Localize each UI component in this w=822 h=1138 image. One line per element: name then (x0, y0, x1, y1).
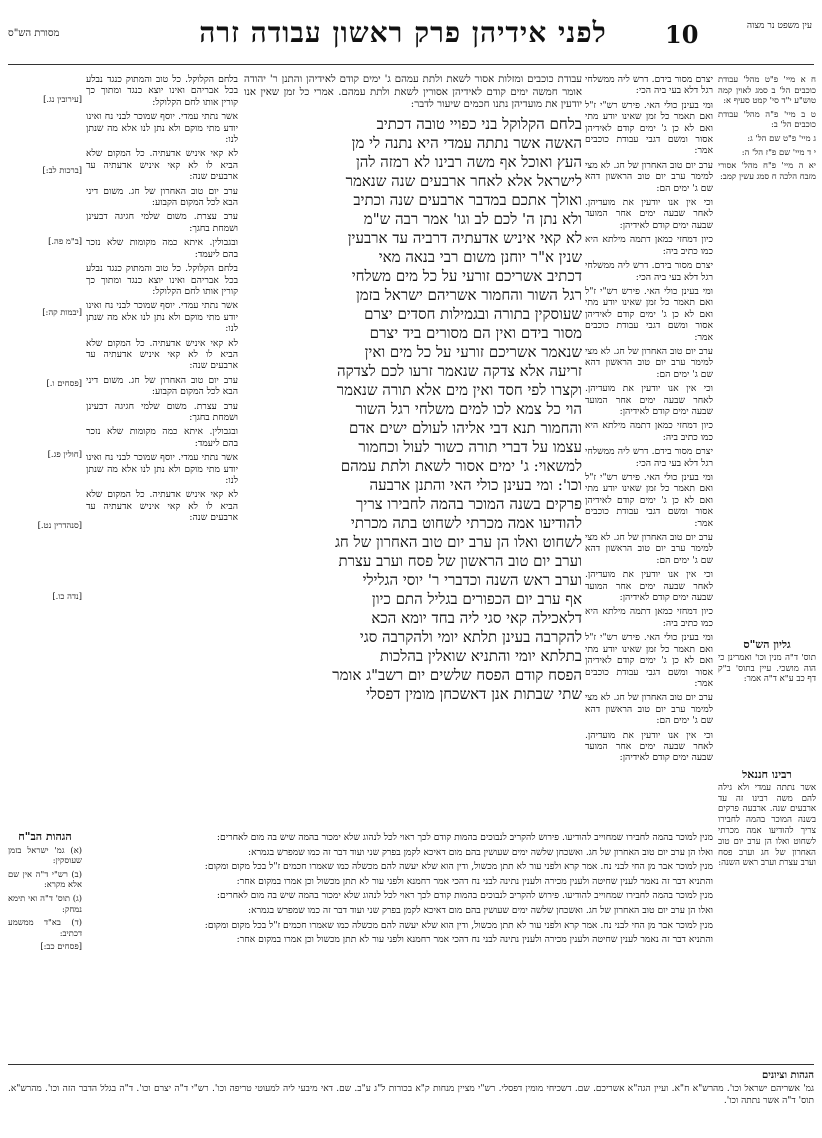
mesorat-ref: [סנהדרין נט.] (37, 520, 82, 530)
gemara-line: האשה אשר נתתה עמדי היא נתנה לי מן (351, 133, 582, 152)
lower-entry: מנין למוכר אבר מן החי לבני נח. אמר קרא ולפני עור לא תתן מכשול, ודין הוא שלא יעשה להם מכשלה כמו שאמרו חכמים ז"ל בכל מקום ומקום: (204, 919, 713, 931)
ein-mishpat-column (718, 74, 816, 634)
rashi-entry: ומי בעינן כולי האי. פירש רש"י ז"ל ואם תאמר כל זמן שאינו יודע מתי ואם לא כן ג' ימים קודם לאידיהן אסור ומשם דגבי עבודת כוכבים אמר: (585, 99, 713, 157)
gemara-line: אף ערב יום הכפורים בגליל התם כיון (371, 589, 582, 608)
lower-entry: ואלו הן ערב יום טוב האחרון של חג. ואשכחן שלשה ימים שעושין בהם מום דאיכא לקמן בפרק שני ועוד דבר זה כמו שמפרש בגמרא: (248, 846, 713, 858)
gemara-line: העץ ואוכל אף משה רבינו לא רמזה להן (355, 152, 582, 171)
mesorat-ref: [נדה כו.] (52, 591, 82, 601)
mesorat-hashas-column (8, 74, 82, 824)
mesorat-ref: [ברכות לב:] (42, 165, 82, 175)
rashi-entry: ערב יום טוב האחרון של חג. לא מצי למימר ערב יום טוב הראשון דהא שם ג' ימים הם: (585, 532, 713, 566)
gemara-line: רגל השור והחמור אשריהם ישראל בזמן (355, 285, 582, 304)
hagahot-title: הגהות הב"ח (18, 832, 72, 843)
gemara-line: וערב ראש השנה וכדברי ר' יוסי הגלילי (362, 570, 582, 589)
lower-entry: והתניא דבר זה נאמר לענין שחיטה ולענין מכירה ולענין נתינה לבני נח דהכי אמר רחמנא ולפני עור לא תתן מכשול וכן אמרו במקום אחר: (236, 934, 713, 946)
tosafot-entry: לא קאי איניש אדעתיה. כל המקום שלא הביא לו לא קאי איניש אדעתיה עד ארבעים שנה: (86, 489, 238, 524)
gemara-line: זריעה אלא צדקה שנאמר זרעו לכם לצדקה (336, 361, 582, 380)
gemara-line: בתלתא יומי והתניא שואלין בהלכות (379, 646, 582, 665)
tosafot-commentary (86, 74, 238, 764)
gemara-line: ואולך אתכם במדבר ארבעים שנה וכתיב (353, 190, 582, 209)
hagahot-entry: (ג) תוס' ד"ה ואי תימא נמחק: (8, 892, 82, 914)
gemara-line: שעוסקין בתורה ובגמילות חסדים יצרם (364, 304, 582, 323)
gemara-line: שנין א"ר יוחנן משום רבי בנאה מאי (378, 247, 582, 266)
tosafot-entry: אשר נתתי עמדי. יוסף שמוכר לבני נח ואינו יודע מתי מוקם ולא נתן לנו אלא מה שנתן לנו: (86, 300, 238, 335)
gilyon-text: תוס' ד"ה מנין וכו' ואמרינן כי הוה מושכי. עיין בתוס' ב"ק דף כב ע"א ד"ה אמר: (718, 652, 816, 685)
page-number: 10 (665, 20, 699, 49)
lower-entry: מנין למוכר אבר מן החי לבני נח. אמר קרא ולפני עור לא תתן מכשול, ודין הוא שלא יעשה להם מכשלה כמו שאמרו חכמים ז"ל בכל מקום ומקום: (204, 861, 713, 873)
mesorat-ref: [יבמות קה:] (42, 307, 82, 317)
bottom-section-title: הגהות וציונים (761, 1070, 814, 1081)
tosafot-entry: אשר נתתי עמדי. יוסף שמוכר לבני נח ואינו יודע מתי מוקם ולא נתן לנו אלא מה שנתן לנו: (86, 111, 238, 146)
gemara-line: לישראל אלא לאחר ארבעים שנה שנאמר (345, 171, 582, 190)
ein-mishpat-label: עין משפט נר מצוה (746, 21, 812, 31)
rashi-entry: ומי בעינן כולי האי. פירש רש"י ז"ל ואם תאמר כל זמן שאינו יודע מתי ואם לא כן ג' ימים קודם לאידיהן אסור ומשם דגבי עבודת כוכבים אמר: (585, 472, 713, 529)
gemara-line: שתי שבתות אנן דאשכחן מומין דפסלי (365, 684, 582, 703)
ein-mishpat-entry: ט ב מיי' פ"ה מהל' עבודת כוכבים הל' ב: (718, 108, 816, 130)
gemara-line: דלאכילה קאי סגי ליה בחד יומא הכא (371, 608, 582, 627)
mesorat-ref: [ב"מ פה.] (48, 236, 82, 246)
gemara-line: בלחם הקלוקל בני כפויי טובה דכתיב (376, 114, 582, 133)
gemara-line: להודיעו אמה מכרתי לשחוט בתה מכרתי (350, 513, 582, 532)
header-rule (8, 64, 814, 65)
gemara-line: וקצרו לפי חסד ואין מים אלא תורה שנאמר (336, 380, 582, 399)
ein-mishpat-entry: י ד מיי' שם פ"ז הל' ה: (741, 146, 816, 157)
gemara-intro-text: עבודת כוכבים ומזלות אסור לשאת ולתת עמהם ג' ימים קודם לאידיהן והתנן ר' יהודה אומר חמשה ימים קודם לאידיהן אסורין לשאת ולתת עמהם. אמרי כל זמן שאין אנו יודעין את מועדיהן נתנו חכמים שיעור לדבר: (244, 74, 582, 111)
gemara-line: שנאמר אשריכם זורעי על כל מים ואין (364, 342, 582, 361)
gemara-line: הפסח קודם הפסח שלשים יום רשב"ג אומר (332, 665, 582, 684)
tosafot-entry: לא קאי איניש אדעתיה. כל המקום שלא הביא לו לא קאי איניש אדעתיה עד ארבעים שנה: (86, 148, 238, 183)
rashi-entry: ערב יום טוב האחרון של חג. לא מצי למימר ערב יום טוב הראשון דהא שם ג' ימים הם: (585, 159, 713, 194)
tosafot-entry: ובגבולין. איתא כמה מקומות שלא נזכר בהם ליעמד: (86, 237, 238, 260)
gemara-line: מסור בידם ואין הם מסורים ביד יצרם (369, 323, 582, 342)
rashi-entry: יצרם מסור בידם. דרש ליה ממשלחי רגל דלא בעי ביה הכי: (585, 260, 713, 283)
mesorat-ref: [עירובין נג.] (43, 94, 82, 104)
rashi-entry: ערב יום טוב האחרון של חג. לא מצי למימר ערב יום טוב הראשון דהא שם ג' ימים הם: (585, 345, 713, 380)
gemara-line: דכתיב אשריכם זורעי על כל מים משלחי (351, 266, 582, 285)
rabbeinu-chananel (718, 770, 816, 1070)
mesorat-ref: [פסחים כב:] (40, 941, 82, 952)
rashi-entry: ערב יום טוב האחרון של חג. לא מצי למימר ערב יום טוב הראשון דהא שם ג' ימים הם: (585, 692, 713, 727)
tosafot-entry: בלחם הקלוקל. כל טוב והמתוק כנגד נבלע בכל אבריהם ואינו יוצא כנגד ומתוך כך קורין אותו לחם הקלוקל: (86, 263, 238, 297)
gemara-line: לא קאי איניש אדעתיה דרביה עד ארבעין (347, 228, 582, 247)
rashi-entry: כיון דמחזי כמאן דתמה מילתא היא כמו כתיב ביה: (585, 234, 713, 257)
rashi-entry: וכי אין אנו יודעין את מועדיהן. לאחר שבעה ימים אחר המועד שבעה ימים קודם לאידיהן: (585, 197, 713, 231)
mesorat-ref: [פסחים ו.] (46, 378, 82, 388)
chananel-title: רבינו חננאל (742, 770, 792, 781)
hagahot-habach (8, 832, 82, 1028)
gemara-column (244, 74, 582, 834)
mesorat-hashas-label: מסורת הש"ס (8, 28, 60, 39)
mesorat-ref: [חולין פג.] (47, 449, 82, 459)
hagahot-vetziyunim: גמ' אשריהם ישראל וכו'. מהרש"א ח"א. ועיין הגה"א אשריכם. שם. דשכיחי מומין דפסלי. רש"י מציין מנחות ק"א בכורות ל"ג ע"ב. שם. דאי מיבעי ליה למעוטי טריפה וכו'. רש"י ד"ה יצרם וכו'. ד"ה בגלל הדבר הזה וכו'. מהרש"א. תוס' ד"ה אשר נתתה וכו'. (8, 1084, 814, 1106)
rashi-entry: וכי אין אנו יודעין את מועדיהן. לאחר שבעה ימים אחר המועד שבעה ימים קודם לאידיהן: (585, 569, 713, 604)
hagahot-entry: (ב) רש"י ד"ה אין שם אלא מקרא: (8, 868, 82, 890)
tosafot-entry: ערב עצרת. משום שלמי חגיגה דבעינן ושמחת בחגך: (86, 211, 238, 234)
rashi-entry: כיון דמחזי כמאן דתמה מילתא היא כמו כתיב ביה: (585, 420, 713, 443)
gemara-line: הוי כל צמא לכו למים משלחי רגל השור (355, 399, 582, 418)
gemara-line: למשאוי: ג' ימים אסור לשאת ולתת עמהם (340, 456, 582, 475)
tosafot-entry: ובגבולין. איתא כמה מקומות שלא נזכר בהם ליעמד: (86, 426, 238, 449)
ein-mishpat-entry: ח א מיי' פ"ט מהל' עבודת כוכבים הל' ב סמג לאוין קמה טוש"ע י"ד סי' קמט סעיף א: (718, 74, 816, 106)
hagahot-entry: (א) גמ' ישראל בזמן שעוסקין: (8, 844, 82, 866)
gemara-line: לשחוט ואלו הן ערב יום טוב האחרון של חג (334, 532, 582, 551)
gemara-line: וכו': ומי בעינן כולי האי והתנן ארבעה (369, 475, 582, 494)
gemara-line: פרקים בשנה המוכר בהמה לחבירו צריך (356, 494, 582, 513)
lower-entry: מנין למוכר בהמה לחבירו שמחוייב להודיעו. פירוש להקריב לנבוכים בהמות קודם לכך ראוי לכל לנהוג שלא ימכור בהמה שיש בה מום לאחרים: (216, 890, 713, 902)
gemara-line: וערב יום טוב הראשון של פסח וערב עצרת (338, 551, 582, 570)
rashi-entry: יצרם מסור בידם. דרש ליה ממשלחי רגל דלא בעי ביה הכי: (585, 446, 713, 469)
ein-mishpat-entry: ג מיי' פ"ט שם הל' ג: (747, 132, 816, 143)
tosafot-entry: ערב יום טוב האחרון של חג. משום דיני הבא לכל המקום הקבוע: (86, 374, 238, 398)
gemara-main-text (244, 115, 582, 704)
rashi-entry: כיון דמחזי כמאן דתמה מילתא היא כמו כתיב ביה: (585, 606, 713, 629)
chananel-text: אשר נתתה עמדי ולא גילה להם משה רבינו זה עד ארבעים שנה. ארבעה פרקים בשנה המוכר בהמה לחבירו צריך להודיעו אמה מכרתי לשחוט ואלו הן ערב יום טוב האחרון של חג וערב פסח וערב עצרת וערב ראש השנה: (718, 782, 816, 869)
tosafot-entry: לא קאי איניש אדעתיה. כל המקום שלא הביא לו לא קאי איניש אדעתיה עד ארבעים שנה: (86, 337, 238, 372)
rashi-entry: יצרם מסור בידם. דרש ליה ממשלחי רגל דלא בעי ביה הכי: (585, 74, 713, 97)
tosafot-entry: אשר נתתי עמדי. יוסף שמוכר לבני נח ואינו יודע מתי מוקם ולא נתן לנו אלא מה שנתן לנו: (86, 452, 238, 486)
gemara-line: והחמור תנא דבי אליהו לעולם ישים אדם (348, 418, 582, 437)
footer-rule (8, 1064, 814, 1065)
gilyon-hashas (718, 640, 816, 760)
gemara-line: להקרבה בעינן תלתא יומי ולהקרבה סגי (359, 627, 582, 646)
gemara-line: עצמו על דברי תורה כשור לעול וכחמור (358, 437, 582, 456)
lower-entry: ואלו הן ערב יום טוב האחרון של חג. ואשכחן שלשה ימים שעושין בהם מום דאיכא לקמן בפרק שני ועוד דבר זה כמו שמפרש בגמרא: (248, 904, 713, 916)
lower-entry: מנין למוכר בהמה לחבירו שמחוייב להודיעו. פירוש להקריב לנבוכים בהמות קודם לכך ראוי לכל לנהוג שלא ימכור בהמה שיש בה מום לאחרים: (216, 832, 713, 843)
gilyon-title: גליון הש"ס (743, 640, 791, 651)
hagahot-entry: (ד) בא"ד ממשמע דכתיב: (8, 917, 82, 938)
ein-mishpat-entry: יא ה מיי' פ"ח מהל' אסורי מזבח הלכה ח סמג עשין קמב: (718, 160, 816, 181)
rashi-entry: ומי בעינן כולי האי. פירש רש"י ז"ל ואם תאמר כל זמן שאינו יודע מתי ואם לא כן ג' ימים קודם לאידיהן אסור ומשם דגבי עבודת כוכבים אמר: (585, 285, 713, 343)
tosafot-entry: ערב עצרת. משום שלמי חגיגה דבעינן ושמחת בחגך: (86, 400, 238, 423)
lower-entry: והתניא דבר זה נאמר לענין שחיטה ולענין מכירה ולענין נתינה לבני נח דהכי אמר רחמנא ולפני עור לא תתן מכשול וכן אמרו במקום אחר: (236, 875, 713, 887)
tosafot-entry: ערב יום טוב האחרון של חג. משום דיני הבא לכל המקום הקבוע: (86, 185, 238, 209)
page-header (0, 14, 822, 60)
tosafot-entry: בלחם הקלוקל. כל טוב והמתוק כנגד נבלע בכל אבריהם ואינו יוצא כנגד ומתוך כך קורין אותו לחם הקלוקל: (86, 74, 238, 108)
lower-commentary (86, 832, 713, 1028)
gemara-line: ולא נתן ה' לכם לב וגו' אמר רבה ש"מ (363, 209, 582, 228)
rashi-entry: וכי אין אנו יודעין את מועדיהן. לאחר שבעה ימים אחר המועד שבעה ימים קודם לאידיהן: (585, 729, 713, 764)
page-title: לפני אידיהן פרק ראשון עבודה זרה (199, 16, 607, 49)
rashi-entry: וכי אין אנו יודעין את מועדיהן. לאחר שבעה ימים אחר המועד שבעה ימים קודם לאידיהן: (585, 383, 713, 417)
rashi-entry: ומי בעינן כולי האי. פירש רש"י ז"ל ואם תאמר כל זמן שאינו יודע מתי ואם לא כן ג' ימים קודם לאידיהן אסור ומשם דגבי עבודת כוכבים אמר: (585, 632, 713, 689)
